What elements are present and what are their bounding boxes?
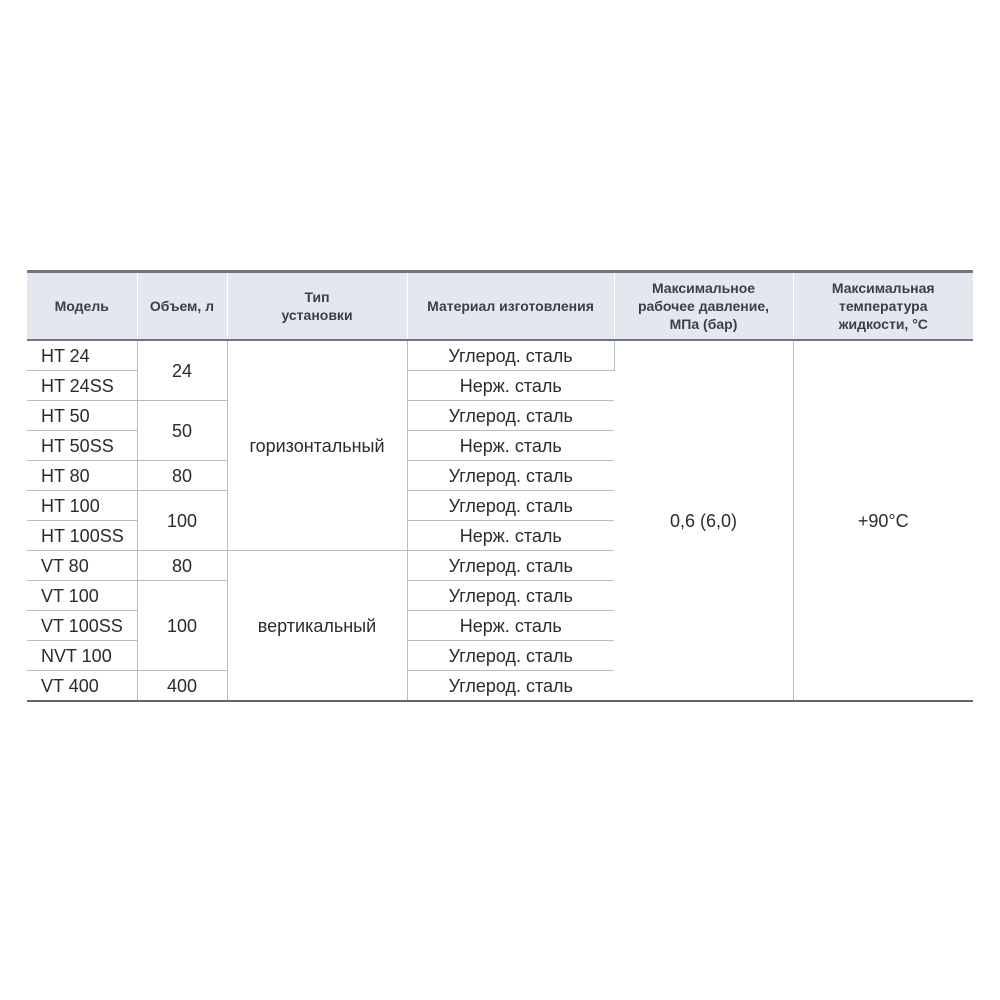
material-cell: Углерод. сталь — [407, 551, 614, 581]
model-cell: VT 80 — [27, 551, 137, 581]
model-cell: VT 100SS — [27, 611, 137, 641]
volume-cell: 100 — [137, 491, 227, 551]
header-max-pressure: Максимальное рабочее давление, МПа (бар) — [614, 272, 793, 341]
material-cell: Нерж. сталь — [407, 611, 614, 641]
volume-cell: 400 — [137, 671, 227, 702]
install-type-cell: горизонтальный — [227, 340, 407, 551]
max-pressure-cell: 0,6 (6,0) — [614, 340, 793, 701]
header-row — [27, 272, 973, 341]
table-body — [27, 340, 973, 701]
material-cell: Нерж. сталь — [407, 521, 614, 551]
header-volume: Объем, л — [137, 272, 227, 341]
model-cell: HT 50SS — [27, 431, 137, 461]
table-row — [27, 340, 973, 371]
model-cell: HT 24SS — [27, 371, 137, 401]
model-cell: HT 100SS — [27, 521, 137, 551]
volume-cell: 100 — [137, 581, 227, 671]
model-cell: VT 100 — [27, 581, 137, 611]
material-cell: Углерод. сталь — [407, 491, 614, 521]
material-cell: Углерод. сталь — [407, 641, 614, 671]
model-cell: HT 50 — [27, 401, 137, 431]
specification-table — [27, 270, 973, 702]
volume-cell: 50 — [137, 401, 227, 461]
header-model: Модель — [27, 272, 137, 341]
volume-cell: 80 — [137, 551, 227, 581]
material-cell: Углерод. сталь — [407, 340, 614, 371]
volume-cell: 80 — [137, 461, 227, 491]
table-header — [27, 272, 973, 341]
material-cell: Углерод. сталь — [407, 461, 614, 491]
material-cell: Углерод. сталь — [448, 675, 573, 696]
install-type-cell: вертикальный — [227, 551, 407, 702]
material-cell: Углерод. сталь — [407, 401, 614, 431]
material-cell: Нерж. сталь — [407, 371, 614, 401]
model-cell: VT 400 — [27, 671, 137, 702]
model-cell: NVT 100 — [27, 641, 137, 671]
header-material: Материал изготовления — [407, 272, 614, 341]
model-cell: HT 24 — [27, 340, 137, 371]
model-cell: HT 80 — [27, 461, 137, 491]
max-temperature-cell: +90°С — [857, 510, 909, 531]
volume-cell: 24 — [137, 340, 227, 401]
material-cell: Нерж. сталь — [407, 431, 614, 461]
model-cell: HT 100 — [27, 491, 137, 521]
header-install-type: Тип установки — [227, 272, 407, 341]
header-max-temperature: Максимальная температура жидкости, °С — [793, 272, 973, 341]
material-cell: Углерод. сталь — [407, 581, 614, 611]
